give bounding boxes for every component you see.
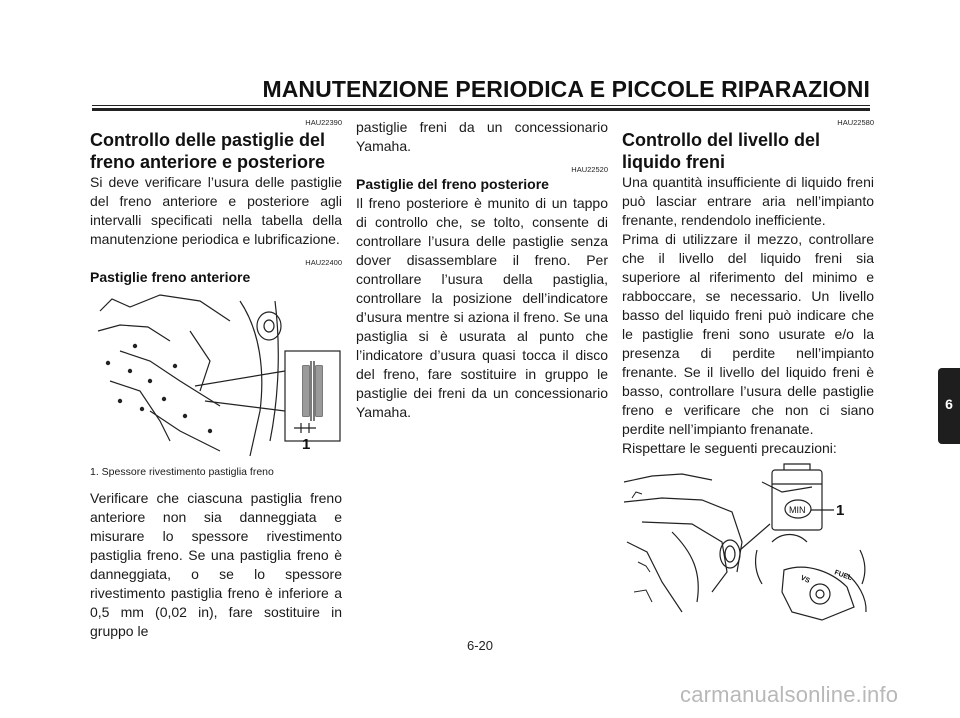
subsection-title-rear-pads: Pastiglie del freno posteriore [356,176,549,192]
section-code: HAU22580 [837,118,874,127]
chapter-tab-label: 6 [945,396,953,412]
column-middle [356,118,608,422]
paragraph-2: Prima di utilizzare il mezzo, controllare che il livello del liquido freni sia superiore al riferimento del minimo e rabboccare, se necessario. Un livello basso del liquido freni può indicare che le pastiglie freni sono usurate e/o la presenza di perdite nell’impianto frenante. Se il livello del liquido freni è basso, controllare l’usura delle pastiglie freno e verificare che non ci siano perdite nell’impianto frenanate. [622,231,874,437]
watermark: carmanualsonline.info [680,682,899,707]
brake-fluid-illustration [622,462,872,622]
paragraph-3: Rispettare le seguenti precauzioni: [622,440,837,456]
subsection-code: HAU22400 [305,258,342,267]
front-brake-figure [90,291,342,461]
brake-fluid-figure [622,462,872,622]
header-rule-thick [92,108,870,111]
paragraph-1: Una quantità insufficiente di liquido freni può lasciar entrare aria nell’impianto frenante, rendendolo inefficiente. [622,174,874,228]
body-paragraph: Il freno posteriore è munito di un tappo di controllo che, se tolto, consente di controllare l’usura delle pastiglie senza dover disassemblare il freno. Per controllare l’usura della pastiglia, controllare la posizione dell’indicatore d’usura mentre si aziona il freno. Se una pastiglia si è usurata al punto che l’indicatore d’usura quasi tocca il disco del freno, fare sostituire in gruppo le pastiglie dei freni da un concessionario Yamaha. [356,195,608,420]
column-left [90,118,342,641]
column-right [622,118,874,622]
figure-vs-label: VS [799,574,811,585]
page-header-title: MANUTENZIONE PERIODICA E PICCOLE RIPARAZIONI [262,76,870,102]
subsection-title-front-pads: Pastiglie freno anteriore [90,269,251,285]
section-code: HAU22390 [305,118,342,127]
figure-caption: 1. Spessore rivestimento pastiglia freno [90,466,274,478]
chapter-tab [938,368,960,444]
body-paragraph: Verificare che ciascuna pastiglia freno anteriore non sia danneggiata e misurare lo spessore rivestimento pastiglia freno. Se una pastiglia freno è danneggiata, o se lo spessore rivestimento pastiglia freno è inferiore a 0,5 mm (0,02 in), fare sostituire in gruppo le [90,490,342,639]
intro-paragraph: Si deve verificare l’usura delle pastiglie del freno anteriore e posteriore agli intervalli specificati nella tabella della manutenzione periodica e lubrificazione. [90,174,342,247]
figure-callout-1: 1 [302,436,311,453]
header-rule-thin [92,105,870,106]
continuation-paragraph: pastiglie freni da un concessionario Yamaha. [356,119,608,154]
page-number: 6-20 [466,638,494,653]
section-title-brake-fluid: Controllo del livello del liquido freni [622,130,821,172]
section-title-brake-pads: Controllo delle pastiglie del freno anteriore e posteriore [90,130,326,172]
subsection-code: HAU22520 [571,165,608,174]
front-brake-illustration [90,291,342,461]
figure-fuel-label: FUEL [833,569,853,583]
figure-min-label: MIN [789,505,806,515]
figure-callout-1: 1 [836,502,845,519]
